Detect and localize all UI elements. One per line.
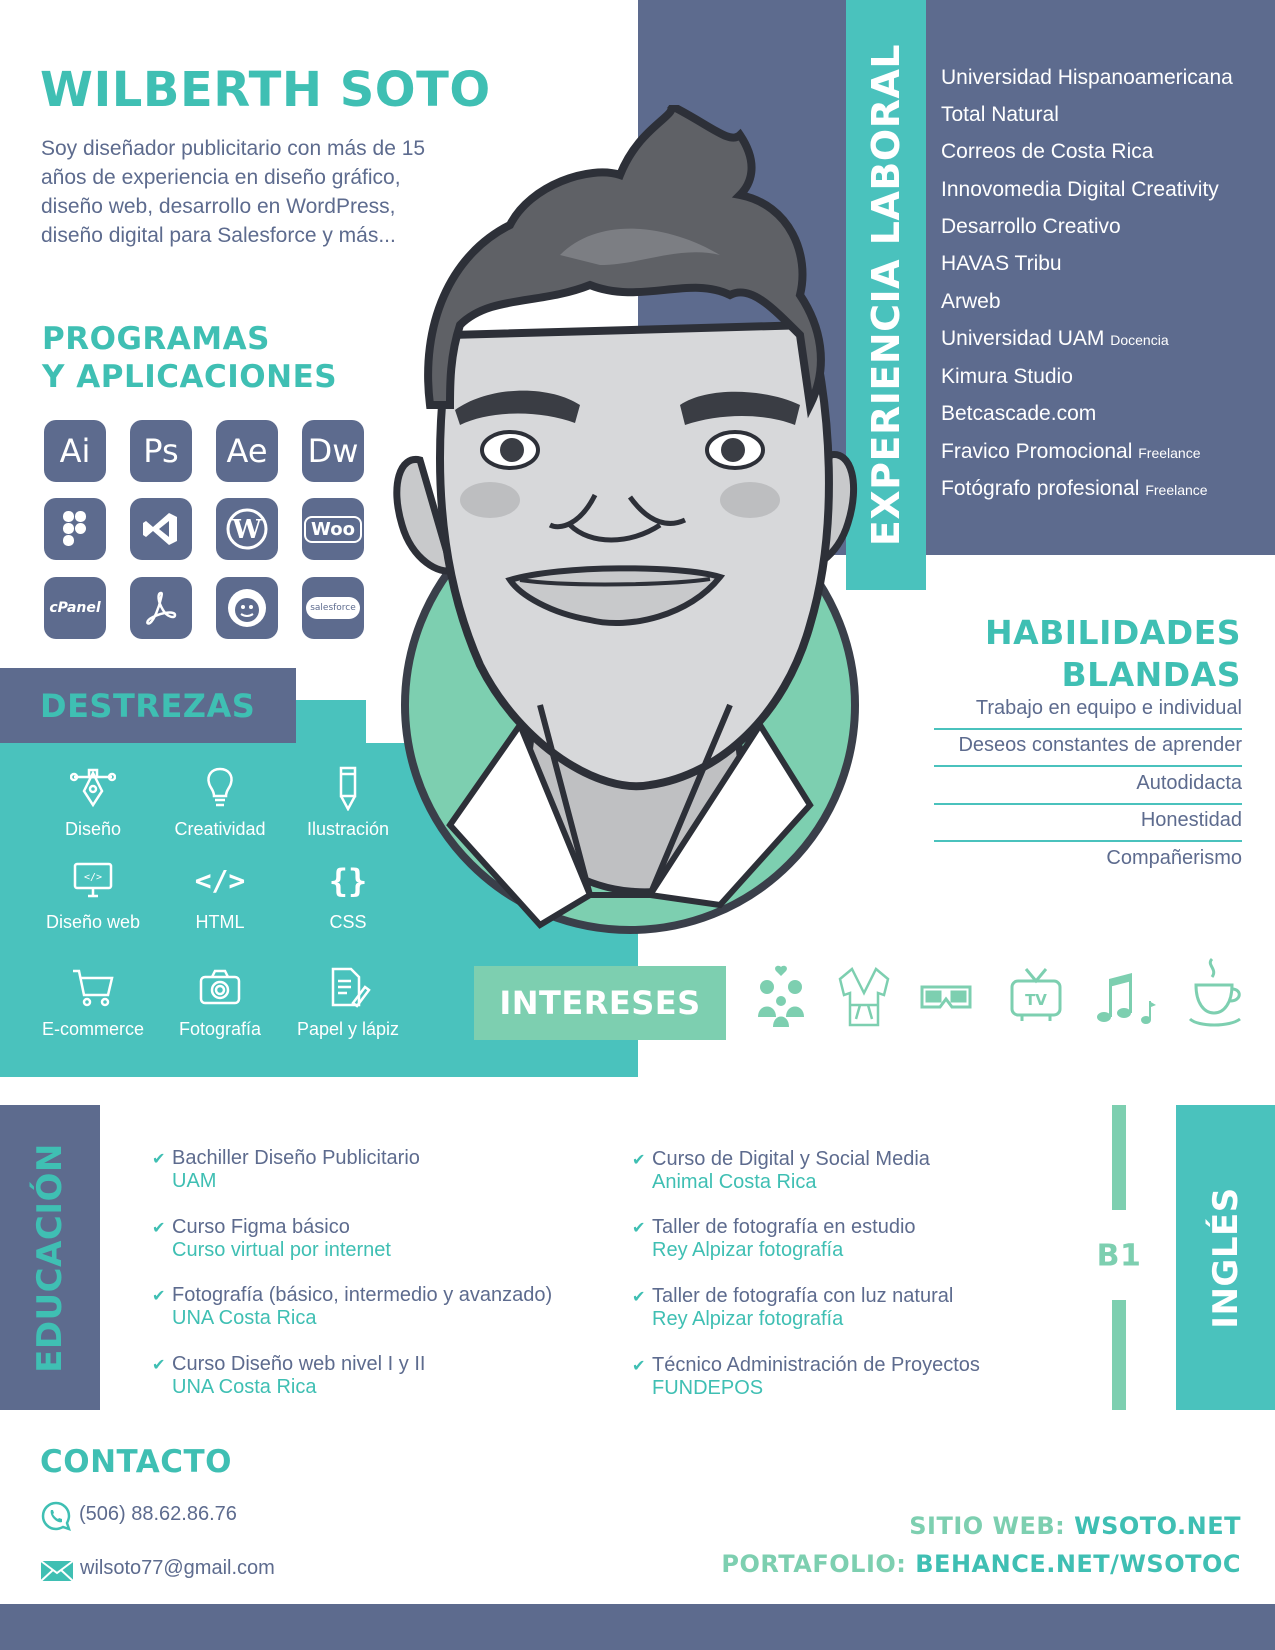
skill-html bbox=[150, 858, 290, 933]
education-item: ✔ Curso Diseño web nivel I y II UNA Costa Rica bbox=[152, 1353, 426, 1398]
experience-item: Betcascade.com bbox=[941, 402, 1097, 425]
3d-glasses-icon bbox=[918, 965, 974, 1029]
footer-bar bbox=[0, 1604, 1275, 1650]
svg-text:</>: </> bbox=[83, 872, 103, 883]
experience-item: Total Natural bbox=[941, 103, 1059, 126]
css-braces-icon bbox=[325, 858, 371, 904]
programs-title-line2: Y APLICACIONES bbox=[42, 359, 338, 395]
experience-item: Desarrollo Creativo bbox=[941, 215, 1121, 238]
experience-note: Freelance bbox=[1145, 482, 1208, 498]
check-icon: ✔ bbox=[632, 1289, 646, 1306]
skill-label: Diseño bbox=[64, 819, 122, 839]
experience-item: Arweb bbox=[941, 290, 1001, 313]
woocommerce-icon: Woo bbox=[302, 498, 364, 560]
mailchimp-icon bbox=[216, 577, 278, 639]
education-item: ✔ Bachiller Diseño Publicitario UAM bbox=[152, 1147, 420, 1192]
skill-diseno bbox=[23, 765, 163, 840]
skill-label: CSS bbox=[329, 912, 367, 932]
skill-fotografia bbox=[150, 965, 290, 1040]
soft-skill-item: Autodidacta bbox=[934, 772, 1242, 805]
soft-skill-item: Honestidad bbox=[934, 809, 1242, 842]
education-item: ✔ Curso de Digital y Social Media Animal Costa Rica bbox=[632, 1148, 930, 1193]
email-icon bbox=[40, 1560, 74, 1582]
skill-label: Ilustración bbox=[306, 819, 390, 839]
programs-title bbox=[42, 320, 337, 396]
experience-item: Universidad UAM Docencia bbox=[941, 327, 1169, 350]
skills-panel-notch bbox=[296, 700, 366, 743]
document-pencil-icon bbox=[325, 965, 371, 1011]
skill-label: Diseño web bbox=[45, 912, 141, 932]
skill-label: HTML bbox=[195, 912, 245, 932]
skills-title: DESTREZAS bbox=[40, 687, 256, 725]
education-item: ✔ Taller de fotografía en estudio Rey Alpizar fotografía bbox=[632, 1216, 916, 1261]
lightbulb-icon bbox=[197, 765, 243, 811]
skill-ecommerce bbox=[23, 965, 163, 1040]
cpanel-icon: cPanel bbox=[44, 577, 106, 639]
website-label: SITIO WEB: bbox=[909, 1512, 1066, 1540]
experience-title: EXPERIENCIA LABORAL bbox=[864, 43, 908, 547]
check-icon: ✔ bbox=[632, 1358, 646, 1375]
education-item: ✔ Curso Figma básico Curso virtual por internet bbox=[152, 1216, 391, 1261]
skill-label: Papel y lápiz bbox=[296, 1019, 400, 1039]
english-level: B1 bbox=[1096, 1238, 1142, 1274]
illustrator-icon: Ai bbox=[44, 420, 106, 482]
education-item: ✔ Taller de fotografía con luz natural Rey Alpizar fotografía bbox=[632, 1285, 954, 1330]
experience-item: Correos de Costa Rica bbox=[941, 140, 1154, 163]
html-tag-icon bbox=[190, 858, 250, 904]
education-title: EDUCACIÓN bbox=[30, 1142, 70, 1373]
phone-number[interactable]: (506) 88.62.86.76 bbox=[79, 1503, 237, 1525]
level-line-bottom bbox=[1112, 1300, 1126, 1410]
cart-icon bbox=[70, 965, 116, 1011]
tv-icon bbox=[1008, 965, 1064, 1029]
coffee-cup-icon bbox=[1188, 955, 1244, 1031]
website-link[interactable]: WSOTO.NET bbox=[1074, 1512, 1241, 1540]
check-icon: ✔ bbox=[632, 1152, 646, 1169]
level-line-top bbox=[1112, 1105, 1126, 1210]
dreamweaver-icon: Dw bbox=[302, 420, 364, 482]
soft-skills-title-line2: BLANDAS bbox=[1061, 655, 1241, 694]
experience-item: Fotógrafo profesional Freelance bbox=[941, 477, 1208, 500]
skill-papel-lapiz bbox=[278, 965, 418, 1040]
experience-note: Docencia bbox=[1110, 332, 1169, 348]
skill-label: E-commerce bbox=[41, 1019, 144, 1039]
experience-item: Innovomedia Digital Creativity bbox=[941, 178, 1219, 201]
english-title: INGLÉS bbox=[1205, 1186, 1246, 1329]
soft-skill-item: Deseos constantes de aprender bbox=[934, 734, 1242, 767]
pencil-icon bbox=[325, 765, 371, 811]
svg-text:W: W bbox=[232, 515, 262, 545]
portfolio-line bbox=[721, 1550, 1241, 1578]
person-name: WILBERTH SOTO bbox=[40, 62, 491, 118]
family-icon bbox=[756, 965, 806, 1029]
skill-creatividad bbox=[150, 765, 290, 840]
monitor-code-icon bbox=[70, 858, 116, 904]
check-icon: ✔ bbox=[632, 1220, 646, 1237]
website-line bbox=[909, 1512, 1241, 1540]
skill-label: Fotografía bbox=[178, 1019, 262, 1039]
check-icon: ✔ bbox=[152, 1357, 166, 1374]
soft-skill-item: Trabajo en equipo e individual bbox=[934, 697, 1242, 730]
salesforce-icon: salesforce bbox=[302, 577, 364, 639]
portfolio-label: PORTAFOLIO: bbox=[721, 1550, 907, 1578]
wordpress-icon bbox=[216, 498, 278, 560]
experience-item: HAVAS Tribu bbox=[941, 252, 1062, 275]
camera-icon bbox=[197, 965, 243, 1011]
portfolio-link[interactable]: BEHANCE.NET/WSOTOC bbox=[915, 1550, 1241, 1578]
interests-title: INTERESES bbox=[474, 966, 726, 1040]
music-notes-icon bbox=[1094, 965, 1158, 1029]
check-icon: ✔ bbox=[152, 1220, 166, 1237]
martial-arts-gi-icon bbox=[836, 965, 892, 1029]
email-address[interactable]: wilsoto77@gmail.com bbox=[80, 1557, 275, 1579]
after-effects-icon: Ae bbox=[216, 420, 278, 482]
education-item: ✔ Fotografía (básico, intermedio y avanzado) UNA Costa Rica bbox=[152, 1284, 553, 1329]
bio-text: Soy diseñador publicitario con más de 15 años de experiencia en diseño gráfico, diseño web, desarrollo en WordPress, diseño digital para Salesforce y más... bbox=[41, 137, 426, 247]
experience-note: Freelance bbox=[1138, 445, 1201, 461]
photoshop-icon: Ps bbox=[130, 420, 192, 482]
skill-diseno-web bbox=[23, 858, 163, 933]
tv-label: TV bbox=[1025, 991, 1047, 1009]
svg-text:{}: {} bbox=[328, 862, 368, 900]
soft-skill-item: Compañerismo bbox=[1106, 847, 1242, 869]
check-icon: ✔ bbox=[152, 1288, 166, 1305]
caricature-avatar bbox=[390, 105, 870, 945]
whatsapp-icon bbox=[40, 1500, 72, 1532]
programs-title-line1: PROGRAMAS bbox=[42, 321, 270, 357]
education-item: ✔ Técnico Administración de Proyectos FUNDEPOS bbox=[632, 1354, 980, 1399]
figma-icon bbox=[44, 498, 106, 560]
vscode-icon bbox=[130, 498, 192, 560]
pen-tool-icon bbox=[70, 765, 116, 811]
contact-title: CONTACTO bbox=[40, 1444, 233, 1480]
soft-skills-title bbox=[985, 612, 1241, 696]
experience-item: Universidad Hispanoamericana bbox=[941, 66, 1233, 89]
acrobat-icon bbox=[130, 577, 192, 639]
experience-item: Fravico Promocional Freelance bbox=[941, 440, 1201, 463]
check-icon: ✔ bbox=[152, 1151, 166, 1168]
soft-skills-title-line1: HABILIDADES bbox=[984, 613, 1241, 652]
skill-label: Creatividad bbox=[174, 819, 266, 839]
svg-text:</>: </> bbox=[194, 864, 246, 897]
experience-item: Kimura Studio bbox=[941, 365, 1073, 388]
